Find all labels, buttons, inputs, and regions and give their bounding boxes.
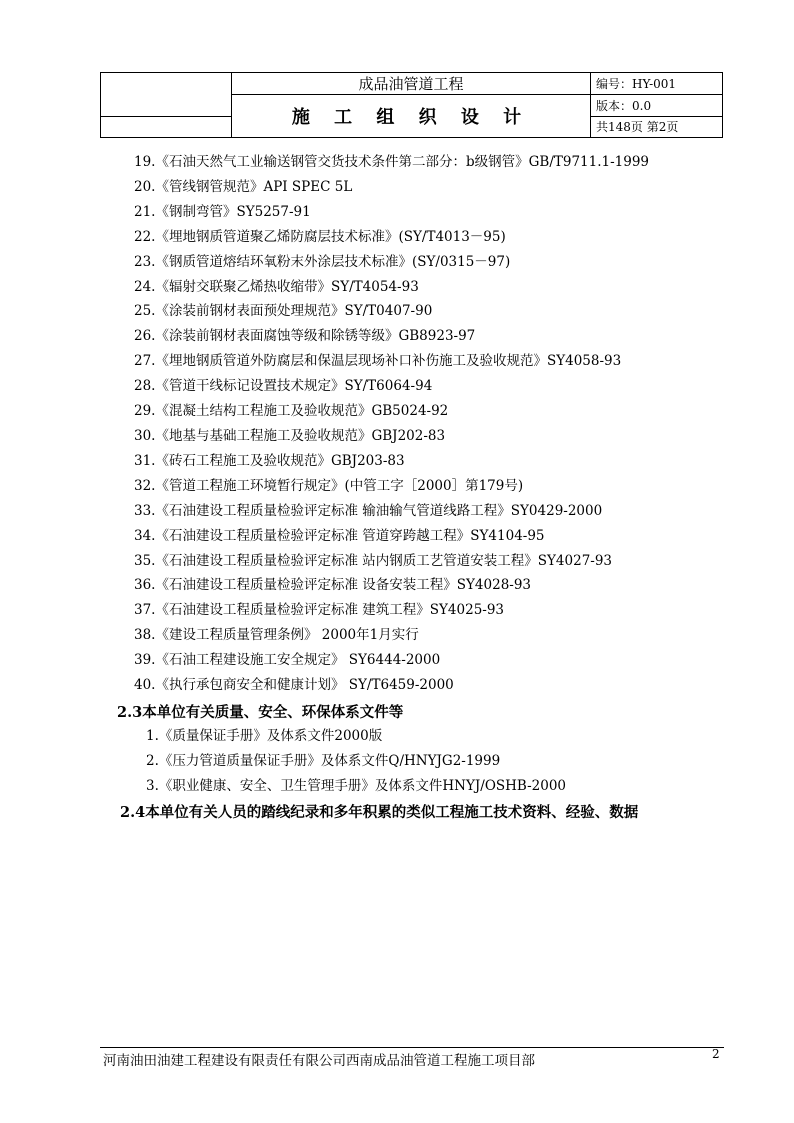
reference-item: 37.《石油建设工程质量检验评定标准 建筑工程》SY4025-93 bbox=[134, 602, 505, 619]
reference-item: 25.《涂装前钢材表面预处理规范》SY/T0407-90 bbox=[134, 303, 433, 320]
document-header-table bbox=[100, 72, 723, 138]
section-2-3-items bbox=[146, 724, 566, 799]
reference-item: 32.《管道工程施工环境暂行规定》(中管工字［2000］第179号) bbox=[134, 477, 524, 494]
reference-item: 29.《混凝土结构工程施工及验收规范》GB5024-92 bbox=[134, 403, 449, 420]
reference-item: 38.《建设工程质量管理条例》 2000年1月实行 bbox=[134, 627, 419, 644]
reference-item: 35.《石油建设工程质量检验评定标准 站内钢质工艺管道安装工程》SY4027-93 bbox=[134, 552, 613, 569]
document-title: 施 工 组 织 设 计 bbox=[232, 95, 591, 138]
reference-item: 30.《地基与基础工程施工及验收规范》GBJ202-83 bbox=[134, 427, 446, 444]
system-document-item: 2.《压力管道质量保证手册》及体系文件Q/HNYJG2-1999 bbox=[146, 753, 501, 769]
reference-item: 28.《管道干线标记设置技术规定》SY/T6064-94 bbox=[134, 378, 433, 395]
logo-cell-bottom bbox=[101, 116, 232, 138]
reference-item: 36.《石油建设工程质量检验评定标准 设备安装工程》SY4028-93 bbox=[134, 577, 532, 594]
reference-item: 26.《涂装前钢材表面腐蚀等级和除锈等级》GB8923-97 bbox=[134, 328, 476, 345]
footer-company: 河南油田油建工程建设有限责任有限公司西南成品油管道工程施工项目部 bbox=[103, 1053, 535, 1069]
reference-standards-list bbox=[134, 150, 649, 698]
section-2-4-heading: 2.4本单位有关人员的踏线纪录和多年积累的类似工程施工技术资料、经验、数据 bbox=[120, 804, 639, 821]
page-number: 2 bbox=[712, 1047, 720, 1061]
version: 版本：0.0 bbox=[591, 95, 723, 117]
reference-item: 24.《辐射交联聚乙烯热收缩带》SY/T4054-93 bbox=[134, 278, 419, 295]
section-2-3-heading: 2.3本单位有关质量、安全、环保体系文件等 bbox=[117, 704, 404, 721]
footer-divider bbox=[100, 1047, 724, 1048]
reference-item: 22.《埋地钢质管道聚乙烯防腐层技术标准》(SY/T4013－95) bbox=[134, 228, 506, 245]
reference-item: 39.《石油工程建设施工安全规定》 SY6444-2000 bbox=[134, 652, 441, 669]
logo-cell bbox=[101, 73, 232, 117]
reference-item: 34.《石油建设工程质量检验评定标准 管道穿跨越工程》SY4104-95 bbox=[134, 527, 545, 544]
page-count: 共148页 第2页 bbox=[591, 116, 723, 138]
reference-item: 31.《砖石工程施工及验收规范》GBJ203-83 bbox=[134, 452, 405, 469]
reference-item: 19.《石油天然气工业输送钢管交货技术条件第二部分：b级钢管》GB/T9711.1-1999 bbox=[134, 154, 650, 170]
reference-item: 33.《石油建设工程质量检验评定标准 输油输气管道线路工程》SY0429-2000 bbox=[134, 502, 603, 519]
system-document-item: 3.《职业健康、安全、卫生管理手册》及体系文件HNYJ/OSHB-2000 bbox=[146, 778, 567, 794]
reference-item: 27.《埋地钢质管道外防腐层和保温层现场补口补伤施工及验收规范》SY4058-93 bbox=[134, 353, 622, 370]
doc-number: 编号：HY-001 bbox=[591, 73, 723, 95]
reference-item: 23.《钢质管道熔结环氧粉末外涂层技术标准》(SY/0315－97) bbox=[134, 253, 511, 270]
reference-item: 40.《执行承包商安全和健康计划》 SY/T6459-2000 bbox=[134, 677, 454, 694]
reference-item: 20.《管线钢管规范》API SPEC 5L bbox=[134, 178, 353, 195]
system-document-item: 1.《质量保证手册》及体系文件2000版 bbox=[146, 728, 383, 744]
project-title: 成品油管道工程 bbox=[232, 73, 591, 95]
reference-item: 21.《钢制弯管》SY5257-91 bbox=[134, 203, 311, 220]
